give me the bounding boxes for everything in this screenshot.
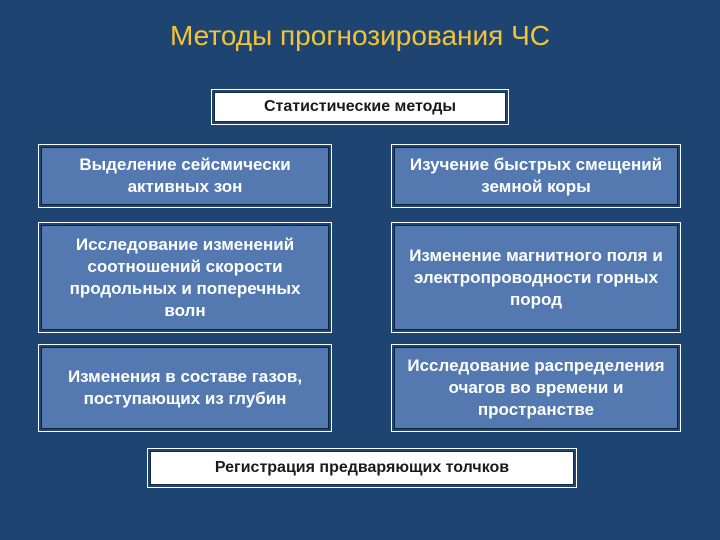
statistical-methods-box: Статистические методы <box>214 92 506 122</box>
method-wave-velocity-ratio: Исследование изменений соотношений скорости продольных и поперечных волн <box>41 225 329 330</box>
foreshock-registration-box: Регистрация предваряющих толчков <box>150 451 574 485</box>
method-crust-displacement: Изучение быстрых смещений земной коры <box>394 147 678 205</box>
method-gas-composition: Изменения в составе газов, поступающих из глубин <box>41 347 329 429</box>
method-focus-distribution: Исследование распределения очагов во времени и пространстве <box>394 347 678 429</box>
slide-title: Методы прогнозирования ЧС <box>170 20 550 51</box>
method-magnetic-field: Изменение магнитного поля и электропроводности горных пород <box>394 225 678 330</box>
method-seismic-zones: Выделение сейсмически активных зон <box>41 147 329 205</box>
